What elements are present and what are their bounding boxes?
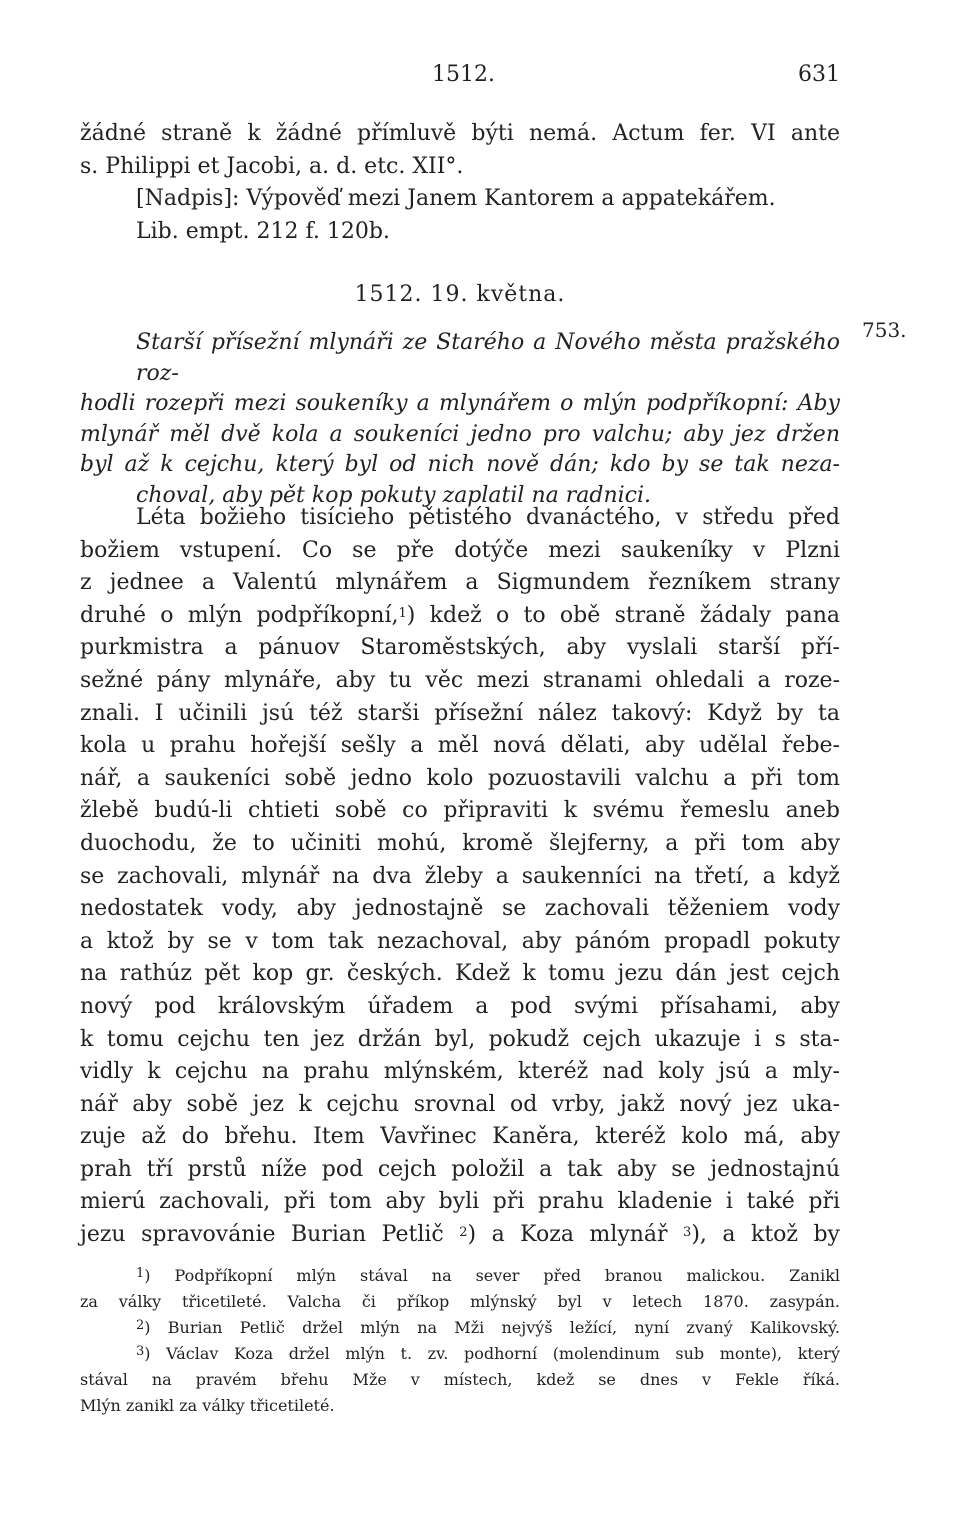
text-line: mierú zachovali, při tom aby byli při prahu kladenie i také při (80, 1189, 840, 1215)
footnote-ref-2[interactable]: 2 (459, 1225, 468, 1241)
regest (80, 328, 840, 511)
text-line: nář, a saukeníci sobě jedno kolo pozuostavili valchu a při tom (80, 765, 840, 791)
footnote-1 (80, 1263, 840, 1289)
text-line: k tomu cejchu ten jez držán byl, pokudž cejch ukazuje i s sta- (80, 1026, 840, 1052)
text-line: kola u prahu hořejší sešly a měl nová dělati, aby udělal řebe- (80, 733, 840, 759)
regest-line: byl až k cejchu, který byl od nich nově dán; kdo by se tak neza- (80, 452, 840, 477)
text-line: duochodu, že to učiniti mohú, kromě šlejferny, a při tom aby (80, 830, 840, 856)
text-line: nový pod královským úřadem a pod svými přísahami, aby (80, 993, 840, 1019)
footnote-line: Mlýn zanikl za války třicetileté. (80, 1396, 335, 1415)
text-line: a ktož by se v tom tak nezachoval, aby pánóm propadl pokuty (80, 928, 840, 954)
document-number: 753. (862, 318, 907, 342)
text-line: žlebě budú-li chtieti sobě co připraviti k svému řemeslu aneb (80, 798, 840, 824)
text-line: z jednee a Valentú mlynářem a Sigmundem řezníkem strany (80, 570, 840, 596)
text-segment: druhé o mlýn podpříkopní, (80, 602, 399, 628)
text-line: na rathúz pět kop gr. českých. Kdež k tomu jezu dán jest cejch (80, 961, 840, 987)
text-line: božiem vstupení. Co se pře dotýče mezi saukeníky v Plzni (80, 537, 840, 563)
page-header (80, 62, 840, 92)
text-line: Léta božieho tisícieho pětistého dvanáctého, v středu před (136, 505, 840, 530)
text-segment: kdež o to obě straně žádaly pana (415, 602, 840, 628)
footnote-text: ) Podpříkopní mlýn stával na sever před branou malickou. Zanikl (144, 1266, 840, 1285)
footnote-mark: 1 (136, 1266, 145, 1281)
text-line: purkmistra a pánuov Staroměstských, aby vyslali starší pří- (80, 635, 840, 661)
footnote-3 (80, 1341, 840, 1367)
text-line: žádné straně k žádné přímluvě býti nemá. Actum fer. VI ante (80, 121, 840, 146)
text-line: nedostatek vody, aby jednostajně se zachovali těženiem vody (80, 896, 840, 922)
intro-paragraph (80, 118, 840, 248)
footnote-mark: 3 (136, 1344, 145, 1359)
text-segment: jezu spravovánie Burian Petlič (80, 1222, 444, 1248)
text-line: Lib. empt. 212 f. 120b. (136, 218, 390, 244)
text-line: se zachovali, mlynář na dva žleby a saukenníci na třetí, a když (80, 863, 840, 889)
text-segment: , a ktož by (699, 1222, 840, 1248)
regest-line: hodli rozepři mezi soukeníky a mlynářem o mlýn podpříkopní: Aby (80, 391, 840, 416)
text-line: druhé o mlýn podpříkopní,$^1$) kdež o to obě straně žádaly pana (80, 602, 840, 628)
regest-line: choval, aby pět kop pokuty zaplatil na radnici. (136, 482, 652, 508)
footnote-mark: 2 (136, 1318, 145, 1333)
text-line: nář aby sobě jez k cejchu srovnal od vrby, jakž nový jez uka- (80, 1091, 840, 1117)
text-segment: a Koza mlynář (491, 1222, 668, 1248)
footnote-line: stával na pravém břehu Mže v místech, kdež se dnes v Fekle říká. (80, 1370, 840, 1389)
footnote-line: za války třicetileté. Valcha či příkop mlýnský byl v letech 1870. zasypán. (80, 1292, 840, 1311)
text-line: [Nadpis]: Výpověď mezi Janem Kantorem a appatekářem. (136, 186, 776, 212)
text-line: prah tří prstů níže pod cejch položil a tak aby se jednostajnú (80, 1156, 840, 1182)
text-line: znali. I učinili jsú též starši přísežní nález takový: Když by ta (80, 700, 840, 726)
footnote-2 (80, 1315, 840, 1341)
regest-line: mlynář měl dvě kola a soukeníci jedno pro valchu; aby jez držen (80, 421, 840, 447)
footnote-text: ) Václav Koza držel mlýn t. zv. podhorní (molendinum sub monte), který (144, 1344, 840, 1363)
page-number: 631 (798, 62, 840, 87)
text-line: zuje až do břehu. Item Vavřinec Kaněra, kteréž kolo má, aby (80, 1124, 840, 1150)
footnote-text: ) Burian Petlič držel mlýn na Mži nejvýš ležící, nyní zvaný Kalikovský. (144, 1318, 840, 1337)
text-line: sežné pány mlynáře, aby tu věc mezi stranami ohledali a roze- (80, 667, 840, 693)
date-heading: 1512. 19. května. (354, 282, 566, 307)
body-paragraph (80, 502, 840, 1252)
running-year: 1512. (432, 62, 495, 87)
footnote-ref-1[interactable]: 1 (398, 605, 407, 621)
regest-line: Starší přísežní mlynáři ze Starého a Nového města pražského roz- (136, 330, 840, 386)
footnote-ref-3[interactable]: 3 (683, 1225, 692, 1241)
footnotes (80, 1263, 840, 1419)
text-line: s. Philippi et Jacobi, a. d. etc. XII°. (80, 153, 464, 179)
text-line: vidly k cejchu na prahu mlýnském, kteréž nad koly jsú a mly- (80, 1059, 840, 1085)
text-line: jezu spravovánie Burian Petlič $^2$) a Koza mlynář $^3$), a ktož by (80, 1222, 840, 1248)
